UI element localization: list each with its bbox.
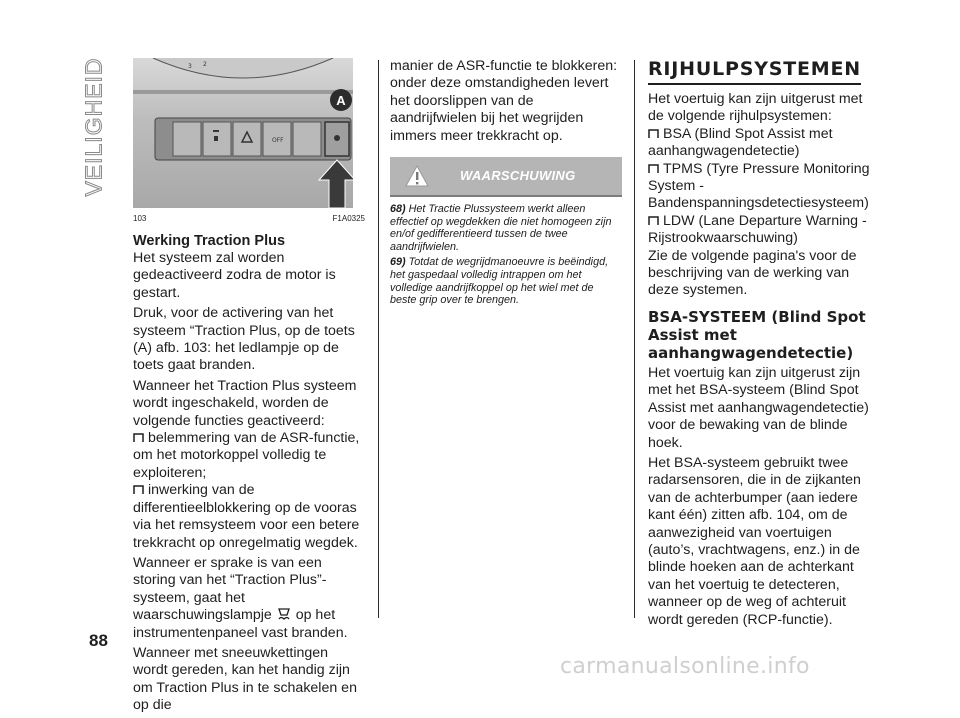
bullet-icon	[648, 216, 659, 226]
paragraph: Wanneer er sprake is van een storing van het “Traction Plus”-systeem, gaat het waarschuwingslampje op het instrumentenpaneel vast branden.	[133, 554, 348, 641]
warning-triangle-icon	[404, 164, 430, 188]
svg-text:3: 3	[188, 63, 192, 70]
traction-plus-heading: Werking Traction Plus	[133, 233, 286, 249]
column-2	[390, 58, 622, 310]
paragraph: Het voertuig kan zijn uitgerust zijn met het BSA-systeem (Blind Spot Assist met aanhangwagendetectie) voor de bewaking van de blinde hoek.	[648, 364, 869, 451]
bullet-icon	[648, 164, 659, 174]
watermark: carmanualsonline.info	[560, 654, 810, 679]
figure-number: 103	[133, 214, 147, 223]
traction-warning-lamp-icon	[276, 607, 292, 621]
page-number: 88	[89, 631, 108, 650]
list-item: BSA (Blind Spot Assist met aanhangwagendetectie)	[648, 125, 833, 160]
column-divider-2	[634, 60, 635, 618]
warning-text	[390, 203, 622, 307]
list-item: inwerking van de differentieelblokkering op de vooras via het remsysteem voor een betere trekkracht op onregelmatig wegdek.	[133, 482, 360, 551]
list-item: LDW (Lane Departure Warning - Rijstrookwaarschuwing)	[648, 212, 867, 247]
list-item: TPMS (Tyre Pressure Monitoring System - Bandenspanningsdetectiesysteem)	[648, 160, 870, 212]
figure-code: F1A0325	[332, 214, 365, 223]
warning-item: 68) Het Tractie Plussysteem werkt alleen effectief op wegdekken die niet homogeen zijn en/of gedifferentieerd tussen de twee aandrijfwielen.	[390, 203, 612, 253]
paragraph: Het BSA-systeem gebruikt twee radarsensoren, die in de zijkanten van de achterbumper (aan iedere kant één) zitten afb. 104, om de aanwezigheid van voertuigen (auto’s, vrachtwagens, enz.) in de blinde hoeken aan de achterkant van het voertuig te detecteren, wanneer op de weg of achteruit wordt gereden (RCP-functie).	[648, 454, 861, 628]
dashboard-switch-illustration	[133, 58, 353, 208]
warning-box	[390, 157, 622, 307]
warning-header	[390, 157, 622, 197]
warning-title: WAARSCHUWING	[460, 168, 576, 184]
column-3	[648, 58, 880, 632]
warning-item: 69) Totdat de wegrijdmanoeuvre is beëindigd, het gaspedaal volledig intrappen om het volledige aandrijfkoppel op het wiel met de beste grip over te brengen.	[390, 256, 609, 307]
figure-callout-a: A	[336, 93, 346, 108]
svg-text:OFF: OFF	[272, 137, 284, 144]
paragraph: Zie de volgende pagina's voor de beschrijving van de werking van deze systemen.	[648, 247, 857, 299]
paragraph: Het voertuig kan zijn uitgerust met de volgende rijhulpsystemen:	[648, 91, 863, 125]
bullet-icon	[133, 485, 144, 495]
column-3-text	[648, 91, 880, 629]
bullet-icon	[648, 129, 659, 139]
svg-text:2: 2	[203, 61, 207, 68]
section-tab	[80, 57, 107, 197]
column-1-text	[133, 233, 365, 715]
rijhulpsystemen-heading: RIJHULPSYSTEMEN	[648, 58, 861, 85]
list-item: belemmering van de ASR-functie, om het motorkoppel volledig te exploiteren;	[133, 430, 360, 481]
column-divider-1	[378, 60, 379, 618]
paragraph: manier de ASR-functie te blokkeren: onder deze omstandigheden levert het doorslippen van de aandrijfwielen bij het wegrijden immers meer trekkracht op.	[390, 58, 618, 144]
figure-caption	[133, 214, 365, 223]
figure-103	[133, 58, 353, 208]
paragraph: Het systeem zal worden gedeactiveerd zodra de motor is gestart.	[133, 250, 336, 301]
column-1	[133, 58, 365, 718]
paragraph: Druk, voor de activering van het systeem “Traction Plus, op de toets (A) afb. 103: het ledlampje op de toets gaat branden.	[133, 305, 355, 374]
section-tab-label: VEILIGHEID	[80, 57, 107, 197]
bsa-heading: BSA-SYSTEEM (Blind Spot Assist met aanhangwagendetectie)	[648, 307, 866, 362]
paragraph: Wanneer het Traction Plus systeem wordt ingeschakeld, worden de volgende functies geactiveerd:	[133, 377, 357, 429]
paragraph: Wanneer met sneeuwkettingen wordt gereden, kan het handig zijn om Traction Plus in te schakelen en op die	[133, 644, 357, 714]
bullet-icon	[133, 433, 144, 443]
column-2-text	[390, 58, 622, 145]
